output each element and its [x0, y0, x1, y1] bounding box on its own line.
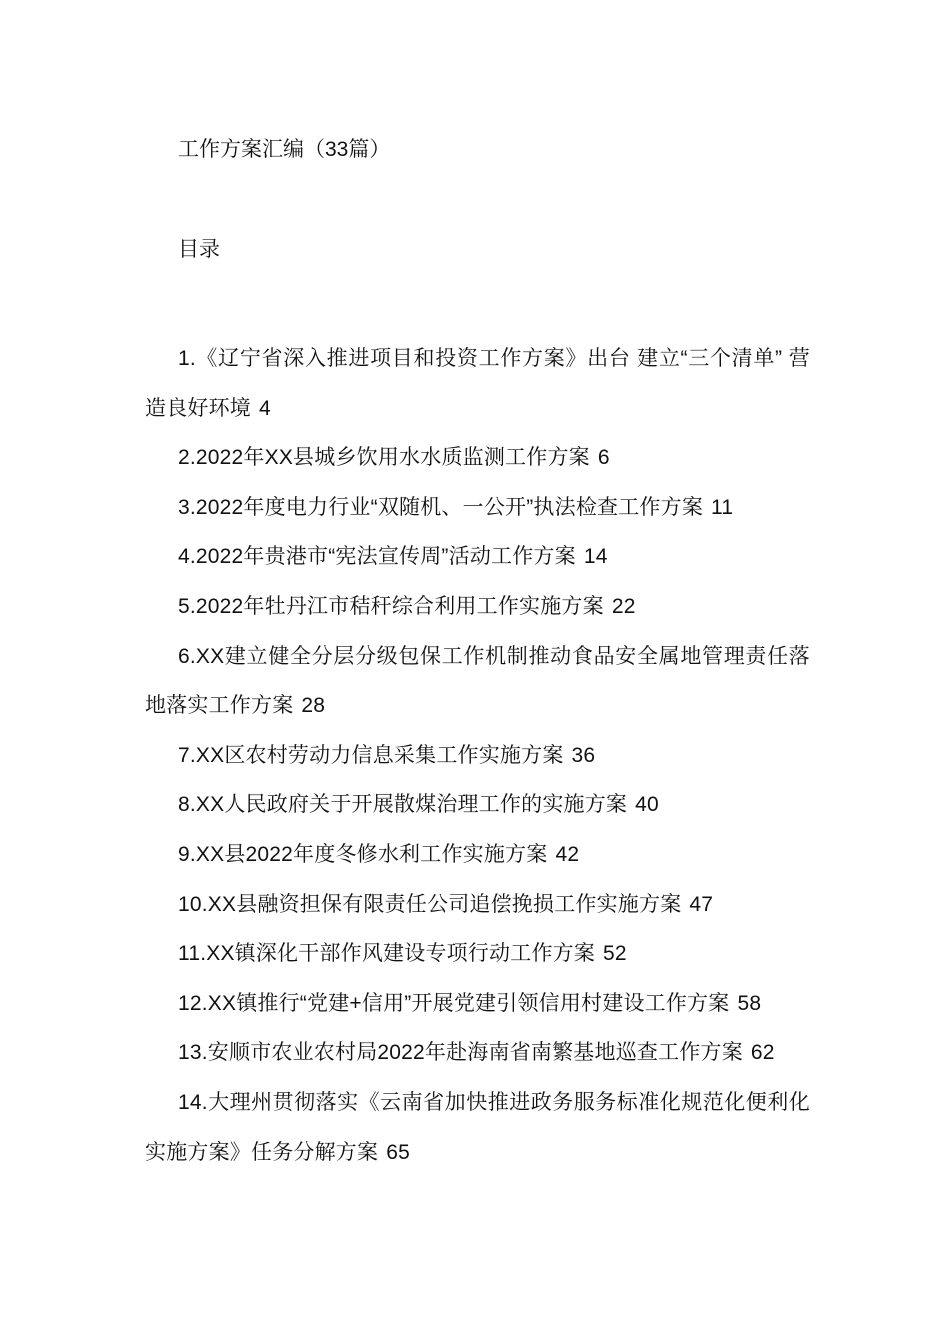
- toc-entry[interactable]: [145, 1028, 810, 1078]
- toc-entry-page: 22: [611, 594, 636, 618]
- toc-entry-page: 47: [689, 892, 714, 916]
- toc-entry-page: 11: [711, 495, 734, 519]
- toc-entry[interactable]: [145, 632, 810, 731]
- toc-entry-page: 36: [571, 743, 596, 767]
- toc-entry[interactable]: [145, 582, 810, 632]
- toc-entry-title: 13.安顺市农业农村局2022年赴海南省南繁基地巡查工作方案: [178, 1041, 743, 1065]
- toc-entry[interactable]: [145, 433, 810, 483]
- table-of-contents: [145, 334, 810, 1177]
- toc-entry[interactable]: [145, 334, 810, 433]
- toc-entry[interactable]: [145, 929, 810, 979]
- toc-entry-page: 6: [597, 446, 610, 470]
- toc-entry-page: 65: [386, 1140, 410, 1164]
- document-title: 工作方案汇编（33篇）: [178, 138, 391, 161]
- toc-entry-title: 6.XX建立健全分层分级包保工作机制推动食品安全属地管理责任落地落实工作方案: [145, 644, 810, 718]
- toc-entry-title: 8.XX人民政府关于开展散煤治理工作的实施方案: [178, 793, 628, 817]
- toc-entry-page: 52: [603, 942, 627, 966]
- toc-entry-page: 40: [635, 793, 659, 817]
- toc-entry[interactable]: [145, 880, 810, 930]
- toc-entry[interactable]: [145, 532, 810, 582]
- toc-entry-title: 5.2022年牡丹江市秸秆综合利用工作实施方案: [178, 594, 604, 618]
- toc-entry[interactable]: [145, 731, 810, 781]
- toc-entry-title: 3.2022年度电力行业“双随机、一公开”执法检查工作方案: [178, 495, 704, 519]
- toc-entry-page: 42: [555, 842, 580, 866]
- toc-entry[interactable]: [145, 979, 810, 1029]
- toc-entry-page: 4: [259, 396, 271, 420]
- toc-heading: 目录: [178, 238, 220, 261]
- toc-entry-title: 1.《辽宁省深入推进项目和投资工作方案》出台 建立“三个清单” 营造良好环境: [145, 347, 810, 420]
- toc-entry-page: 14: [583, 545, 608, 569]
- toc-entry-page: 58: [737, 991, 762, 1015]
- toc-entry-title: 14.大理州贯彻落实《云南省加快推进政务服务标准化规范化便利化实施方案》任务分解方案: [145, 1090, 810, 1164]
- toc-entry-title: 11.XX镇深化干部作风建设专项行动工作方案: [178, 942, 596, 966]
- toc-entry-title: 7.XX区农村劳动力信息采集工作实施方案: [178, 743, 564, 767]
- toc-entry[interactable]: [145, 830, 810, 880]
- toc-entry-title: 4.2022年贵港市“宪法宣传周”活动工作方案: [178, 545, 576, 569]
- toc-entry-page: 28: [301, 694, 326, 718]
- toc-entry[interactable]: [145, 780, 810, 830]
- toc-entry-title: 12.XX镇推行“党建+信用”开展党建引领信用村建设工作方案: [178, 991, 730, 1015]
- toc-entry-title: 10.XX县融资担保有限责任公司追偿挽损工作实施方案: [178, 892, 682, 916]
- toc-entry[interactable]: [145, 1078, 810, 1177]
- toc-entry-title: 2.2022年XX县城乡饮用水水质监测工作方案: [178, 446, 590, 470]
- toc-entry-title: 9.XX县2022年度冬修水利工作实施方案: [178, 842, 548, 866]
- toc-entry[interactable]: [145, 483, 810, 533]
- toc-entry-page: 62: [750, 1041, 775, 1065]
